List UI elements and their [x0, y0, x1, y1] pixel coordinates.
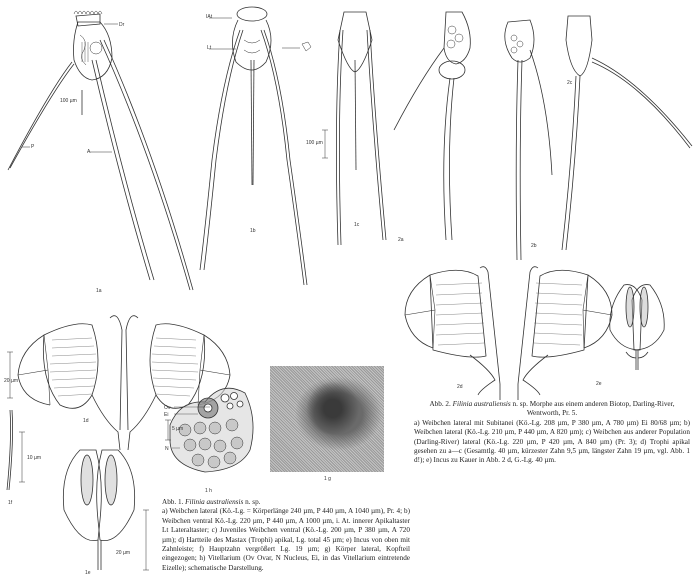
label-1c: 1c — [354, 222, 360, 228]
panel-2d-drawing — [405, 267, 612, 400]
label-2b: 2b — [531, 243, 537, 249]
panel-2b-drawing — [505, 20, 552, 260]
label-1a: 1a — [96, 288, 102, 294]
panel-2c-drawing — [562, 16, 692, 250]
panel-1a-drawing — [8, 11, 193, 290]
panel-1b-drawing — [200, 7, 311, 285]
scale-1d: 20 µm — [4, 378, 18, 384]
label-2c: 2c — [567, 80, 573, 86]
scale-1h: 5 µm — [172, 426, 184, 432]
label-1d: 1d — [83, 418, 89, 424]
label-2a: 2a — [398, 237, 404, 243]
scale-1c: 100 µm — [306, 140, 323, 146]
panel-2a-drawing — [394, 12, 470, 240]
panel-1c-drawing — [322, 12, 386, 245]
figure1-caption — [162, 498, 410, 573]
scale-1f: 10 µm — [27, 455, 41, 461]
scale-1a: 100 µm — [60, 98, 77, 104]
annotation-lt: Lt — [207, 45, 212, 51]
label-1g: 1 g — [324, 476, 331, 482]
figure1-caption-body: a) Weibchen lateral (Kö.-Lg. = Körperlänge 240 µm, P 440 µm, A 1040 µm), Pr. 4; b) Weibchen ventral Kö.-Lg. 220 µm, P 440 µm, A 1000 µm, i. At. innerer Apikaltaster Lt Lateraltaster; c) Juveniles Weibchen ventral (Kö.-Lg. 200 µm, P 380 µm, A 720 µm); d) Hartteile des Mastax (Trophi) apikal, Lg. total 45 µm; e) Incus von oben mit Zahnleiste; f) Hauptzahn vergrößert Lg. 19 µm; g) Körper lateral, Kopfteil eingezogen; h) Vitellarium (Ov Ovar, N Nucleus, Ei, in das Vitellarium eintretende Eizelle); schematische Darstellung. — [162, 507, 410, 572]
scale-1e: 20 µm — [116, 550, 130, 556]
label-1h: 1 h — [205, 488, 212, 494]
panel-1e-drawing — [63, 450, 149, 570]
annotation-dr: Dr — [119, 22, 125, 28]
figure2-caption — [414, 400, 690, 466]
figure2-caption-body: a) Weibchen lateral mit Subitanei (Kö.-Lg. 208 µm, P 380 µm, A 780 µm) Ei 80/68 µm; b) Weibchen lateral (Kö.-Lg. 210 µm, P 440 µm, A 820 µm); c) Weibchen aus anderer Population (Darling-River) lateral (Kö.-Lg. 220 µm, P 420 µm, A 840 µm) (Pr. 3); d) Trophi apikal gesehen zu a—c (Gesamtlg. 40 µm, kürzester Zahn 9,5 µm, längster Zahn 19 µm, vgl. Abb. 1 d!); e) Incus zu Kauer in Abb. 2 d, G.-Lg. 40 µm. — [414, 418, 690, 465]
annotation-n: N — [165, 446, 169, 452]
annotation-a: A — [87, 149, 91, 155]
panel-1g-photo — [270, 366, 384, 472]
annotation-ei: Ei — [164, 412, 169, 418]
annotation-iat: IAt — [206, 14, 213, 20]
label-1e: 1e — [85, 570, 91, 576]
annotation-p: P — [31, 144, 35, 150]
panel-2e-drawing — [610, 285, 664, 370]
label-2e: 2e — [596, 381, 602, 387]
label-1b: 1b — [250, 228, 256, 234]
figure1-caption-title: Abb. 1. Filinia australiensis n. sp. — [162, 498, 261, 506]
annotation-ov: Ov — [164, 405, 171, 411]
figure2-caption-title: Abb. 2. Filinia australiensis n. sp. Morphe aus einem anderen Biotop, Darling-River, Wentworth, Pr. 5. — [429, 400, 675, 418]
panel-1f-drawing — [7, 410, 25, 490]
label-1f: 1f — [8, 500, 13, 506]
label-2d: 2d — [457, 384, 463, 390]
